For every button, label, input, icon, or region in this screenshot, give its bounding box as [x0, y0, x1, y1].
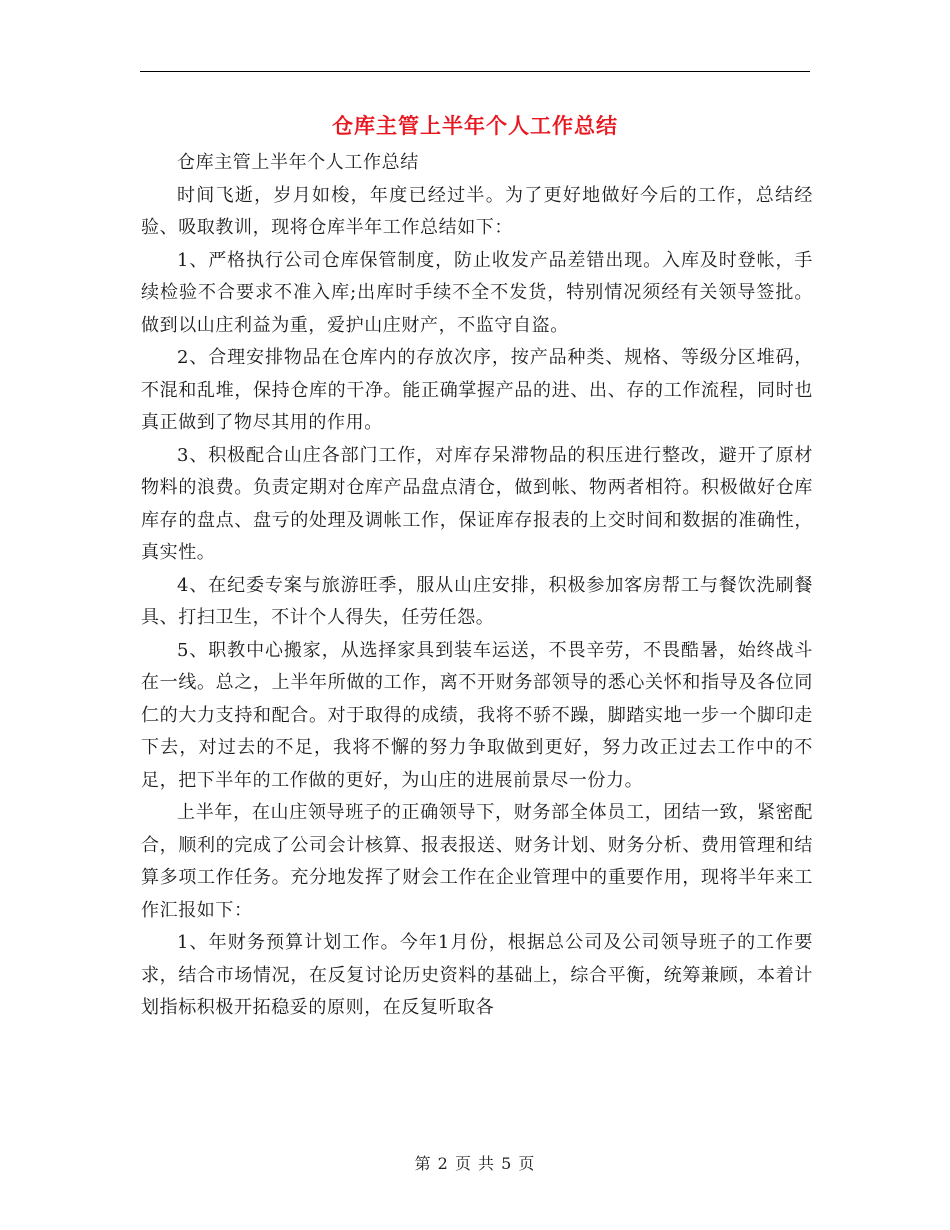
document-body: [141, 147, 813, 1025]
paragraph-subtitle: 仓库主管上半年个人工作总结: [177, 152, 419, 173]
paragraph-item-1: 1、严格执行公司仓库保管制度，防止收发产品差错出现。入库及时登帐，手续检验不合要求不准入库;出库时手续不全不发货，特别情况须经有关领导签批。做到以山庄利益为重，爱护山庄财产，不监守自盗。: [141, 249, 813, 336]
document-title: 仓库主管上半年个人工作总结: [332, 113, 618, 138]
paragraph-finance-intro: 上半年，在山庄领导班子的正确领导下，财务部全体员工，团结一致，紧密配合，顺利的完成了公司会计核算、报表报送、财务计划、财务分析、费用管理和结算多项工作任务。充分地发挥了财会工作在企业管理中的重要作用，现将半年来工作汇报如下：: [141, 802, 813, 921]
page-number: 第 2 页 共 5 页: [414, 1154, 536, 1173]
paragraph-finance-item-1: 1、年财务预算计划工作。今年1月份，根据总公司及公司领导班子的工作要求，结合市场情况，在反复讨论历史资料的基础上，综合平衡，统筹兼顾，本着计划指标积极开拓稳妥的原则，在反复听取各: [141, 932, 813, 1018]
paragraph-intro: 时间飞逝，岁月如梭，年度已经过半。为了更好地做好今后的工作，总结经验、吸取教训，现将仓库半年工作总结如下：: [141, 184, 813, 238]
paragraph-item-5: 5、职教中心搬家，从选择家具到装车运送，不畏辛劳，不畏酷暑，始终战斗在一线。总之，上半年所做的工作，离不开财务部领导的悉心关怀和指导及各位同仁的大力支持和配合。对于取得的成绩，我将不骄不躁，脚踏实地一步一个脚印走下去，对过去的不足，我将不懈的努力争取做到更好，努力改正过去工作中的不足，把下半年的工作做的更好，为山庄的进展前景尽一份力。: [141, 639, 813, 791]
paragraph-item-3: 3、积极配合山庄各部门工作，对库存呆滞物品的积压进行整改，避开了原材物料的浪费。负责定期对仓库产品盘点清仓，做到帐、物两者相符。积极做好仓库库存的盘点、盘亏的处理及调帐工作，保证库存报表的上交时间和数据的准确性，真实性。: [141, 444, 813, 563]
paragraph-item-2: 2、合理安排物品在仓库内的存放次序，按产品种类、规格、等级分区堆码，不混和乱堆，保持仓库的干净。能正确掌握产品的进、出、存的工作流程，同时也真正做到了物尽其用的作用。: [141, 347, 813, 433]
header-rule: [140, 71, 810, 72]
paragraph-item-4: 4、在纪委专案与旅游旺季，服从山庄安排，积极参加客房帮工与餐饮洗刷餐具、打扫卫生，不计个人得失，任劳任怨。: [141, 574, 813, 628]
